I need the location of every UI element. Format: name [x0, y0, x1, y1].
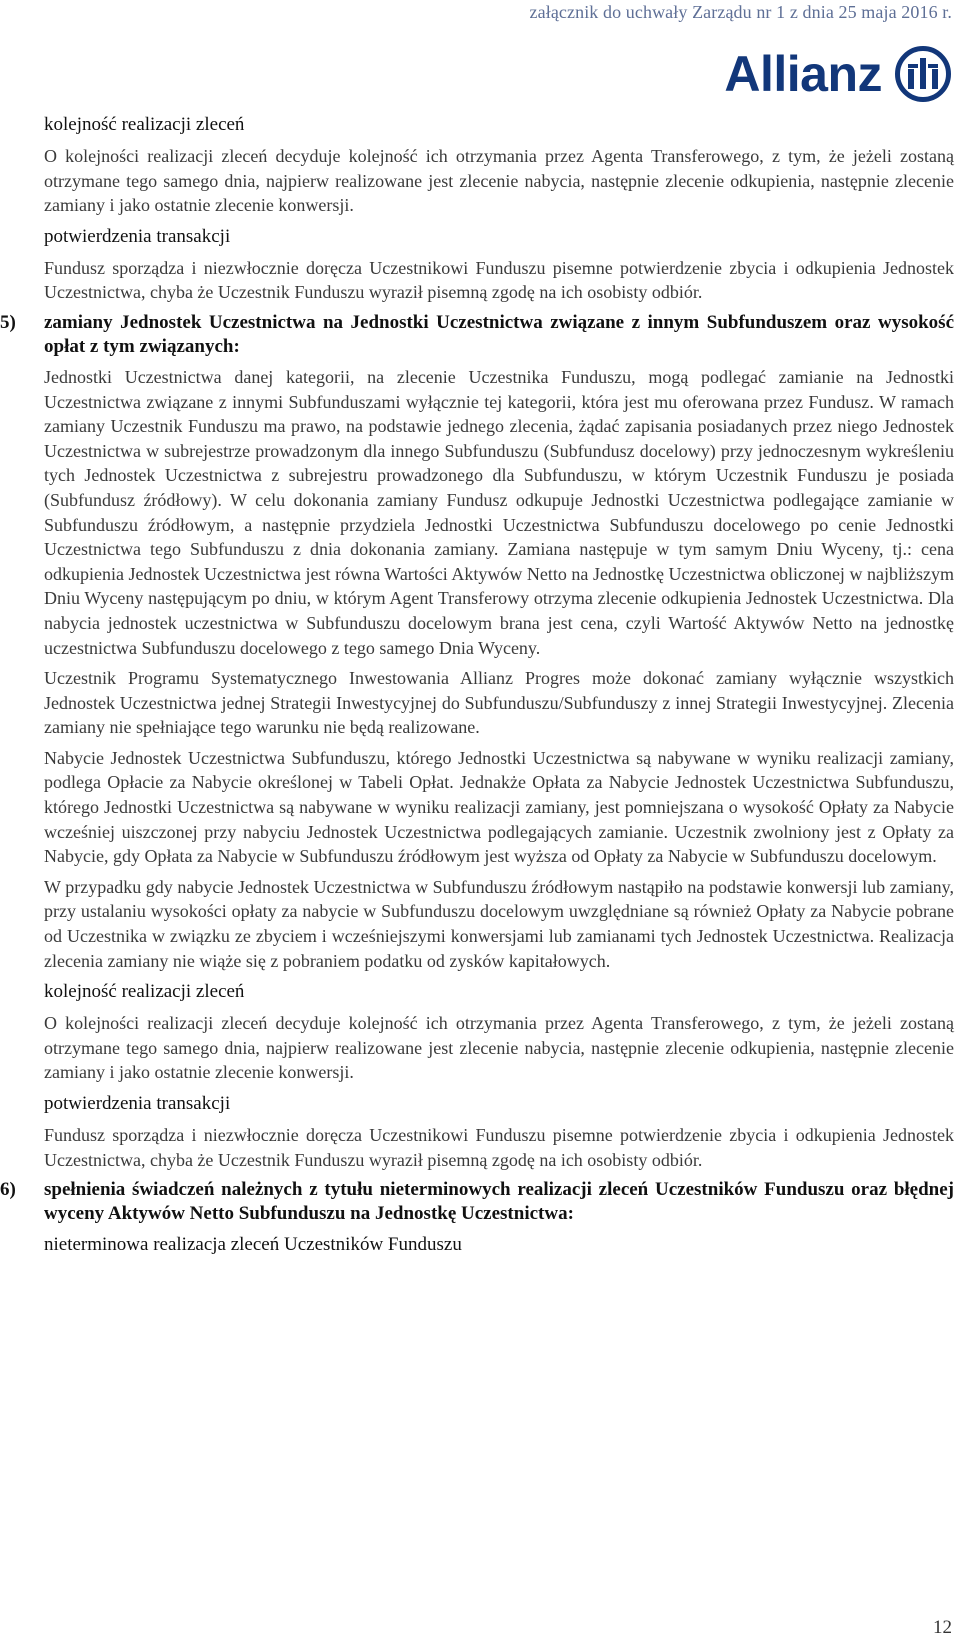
document-body [0, 112, 954, 1264]
paragraph-progres-program: Uczestnik Programu Systematycznego Inwestowania Allianz Progres może dokonać zamiany wyłącznie wszystkich Jednostek Uczestnictwa jednej Strategii Inwestycyjnej do Subfunduszu/Subfunduszy z innej Strategii Inwestycyjnej. Zlecenia zamiany nie spełniające tego warunku nie będą realizowane. [44, 668, 954, 738]
paragraph-order-of-execution: O kolejności realizacji zleceń decyduje kolejność ich otrzymania przez Agenta Transferowego, z tym, że jeżeli zostaną otrzymane tego samego dnia, najpierw realizowane jest zlecenie nabycia, następnie zlecenie odkupienia, następnie zlecenie zamiany i jako ostatnie zlecenie konwersji. [44, 146, 954, 216]
heading-order-of-execution: kolejność realizacji zleceń [44, 981, 245, 1003]
list-item-5 [0, 311, 954, 359]
logo-wordmark: Allianz [724, 46, 882, 102]
paragraph-fee-calculation: W przypadku gdy nabycie Jednostek Uczestnictwa w Subfunduszu źródłowym nastąpiło na podstawie konwersji lub zamiany, przy ustalaniu wysokości opłaty za nabycie w Subfunduszu docelowym uwzględniane są również Opłaty za Nabycie pobrane od Uczestnika w związku ze zbyciem i wcześniejszymi konwersjami lub zamianami tych Jednostek Uczestnictwa. Realizacja zlecenia zamiany nie wiąże się z pobraniem podatku od zysków kapitałowych. [44, 876, 954, 971]
list-item-6 [0, 1178, 954, 1226]
paragraph-transaction-confirmations: Fundusz sporządza i niezwłocznie doręcza Uczestnikowi Funduszu pisemne potwierdzenie zbycia i odkupienia Jednostek Uczestnictwa, chyba że Uczestnik Funduszu wyraził pisemną zgodę na ich osobisty odbiór. [44, 1125, 954, 1170]
list-item-title: zamiany Jednostek Uczestnictwa na Jednostki Uczestnictwa związane z innym Subfunduszem oraz wysokość opłat z tym związanych: [44, 311, 954, 357]
heading-order-of-execution: kolejność realizacji zleceń [44, 114, 245, 135]
list-number: 6) [0, 1179, 16, 1201]
page-number: 12 [933, 1617, 952, 1638]
list-number: 5) [0, 311, 16, 333]
header-note: załącznik do uchwały Zarządu nr 1 z dnia 25 maja 2016 r. [529, 2, 952, 22]
heading-late-execution: nieterminowa realizacja zleceń Uczestników Funduszu [44, 1234, 462, 1256]
list-item-title: spełnienia świadczeń należnych z tytułu nieterminowych realizacji zleceń Uczestników Funduszu oraz błędnej wyceny Aktywów Netto Subfunduszu na Jednostkę Uczestnictwa: [44, 1179, 954, 1225]
allianz-logo [724, 44, 952, 104]
paragraph-order-of-execution: O kolejności realizacji zleceń decyduje kolejność ich otrzymania przez Agenta Transferowego, z tym, że jeżeli zostaną otrzymane tego samego dnia, najpierw realizowane jest zlecenie nabycia, następnie zlecenie odkupienia, następnie zlecenie zamiany i jako ostatnie zlecenie konwersji. [44, 1013, 954, 1083]
heading-transaction-confirmations: potwierdzenia transakcji [44, 225, 231, 247]
paragraph-acquisition-fee: Nabycie Jednostek Uczestnictwa Subfunduszu, którego Jednostki Uczestnictwa są nabywane w wyniku realizacji zamiany, podlega Opłacie za Nabycie określonej w Tabeli Opłat. Jednakże Opłata za Nabycie Jednostek Uczestnictwa Subfunduszu, którego Jednostki Uczestnictwa są nabywane w wyniku realizacji zamiany, jest pomniejszana o wysokość Opłaty za Nabycie wcześniej uiszczonej przy nabyciu Jednostek Uczestnictwa podlegających zamianie. Uczestnik zwolniony jest z Opłaty za Nabycie, gdy Opłata za Nabycie w Subfunduszu źródłowym jest wyższa od Opłaty za Nabycie w Subfunduszu docelowym. [44, 747, 954, 867]
paragraph-transaction-confirmations: Fundusz sporządza i niezwłocznie doręcza Uczestnikowi Funduszu pisemne potwierdzenie zbycia i odkupienia Jednostek Uczestnictwa, chyba że Uczestnik Funduszu wyraził pisemną zgodę na ich osobisty odbiór. [44, 257, 954, 303]
paragraph-conversion-rules: Jednostki Uczestnictwa danej kategorii, na zlecenie Uczestnika Funduszu, mogą podlegać zamianie na Jednostki Uczestnictwa związane z innymi Subfunduszami wyłącznie tej kategorii, która jest mu oferowana przez Fundusz. W ramach zamiany Uczestnik Funduszu ma prawo, na podstawie jednego zlecenia, żądać zapisania posiadanych przez niego Jednostek Uczestnictwa w subrejestrze prowadzonym dla innego Subfunduszu (Subfundusz docelowy) przy jednoczesnym wykreśleniu tych Jednostek Uczestnictwa z subrejestru prowadzonego dla Subfunduszu, w którym Uczestnik Funduszu je posiada (Subfundusz źródłowy). W celu dokonania zamiany Fundusz odkupuje Jednostki Uczestnictwa podlegające zamianie w Subfunduszu źródłowym, a następnie przydziela Jednostki Uczestnictwa Subfunduszu docelowego po cenie Jednostki Uczestnictwa tego Subfunduszu z dnia dokonania zamiany. Zamiana następuje w tym samym Dniu Wyceny, tj.: cena odkupienia Jednostek Uczestnictwa jest równa Wartości Aktywów Netto na Jednostkę Uczestnictwa obliczonej w najbliższym Dniu Wyceny następującym po dniu, w którym Agent Transferowy otrzyma zlecenie odkupienia Jednostek Uczestnictwa. Dla nabycia jednostek uczestnictwa w Subfunduszu docelowym brana jest cena, czyli Wartość Aktywów Netto na jednostkę uczestnictwa Subfunduszu docelowego z tego samego Dnia Wyceny. [44, 366, 954, 658]
allianz-eagle-icon [894, 45, 952, 103]
heading-transaction-confirmations: potwierdzenia transakcji [44, 1093, 231, 1114]
